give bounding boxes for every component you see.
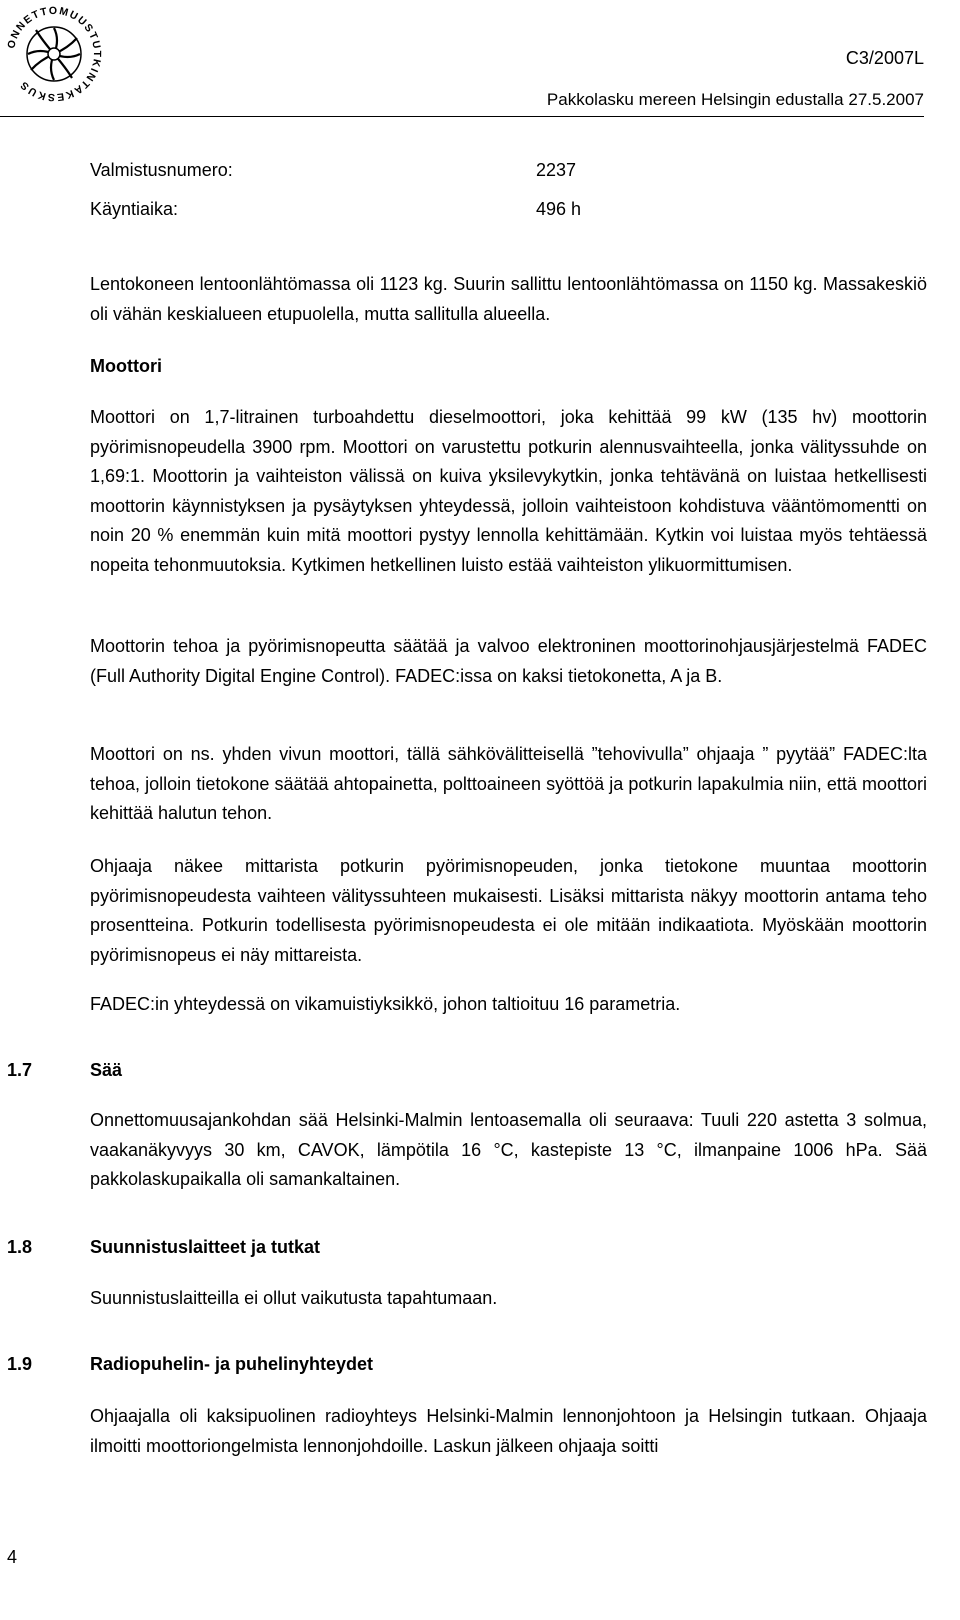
navigation-paragraph: Suunnistuslaitteilla ei ollut vaikutusta tapahtumaan. <box>90 1288 498 1308</box>
section-number: 1.9 <box>7 1354 33 1374</box>
page-number: 4 <box>7 1547 18 1567</box>
document-title: Pakkolasku mereen Helsingin edustalla 27.5.2007 <box>546 90 924 109</box>
document-code: C3/2007L <box>845 48 924 68</box>
engine-paragraph-4: Ohjaaja näkee mittarista potkurin pyörimisnopeuden, jonka tietokone muuntaa moottorin pyörimisnopeudesta vaihteen välityssuhteen mukaisesti. Lisäksi mittarista näkyy moottorin antama teho prosentteina. Potkurin todellisesta pyörimisnopeudesta ei ole mitään indikaatiota. Myöskään moottorin pyörimisnopeus ei näy mittareista. <box>90 856 927 965</box>
spec-value: 2237 <box>536 160 577 180</box>
section-number: 1.8 <box>7 1237 33 1257</box>
weather-paragraph: Onnettomuusajankohdan sää Helsinki-Malmin lentoasemalla oli seuraava: Tuuli 220 astetta 3 solmua, vaakanäkyvyys 30 km, CAVOK, lämpötila 16 °C, kastepiste 13 °C, ilmanpaine 1006 hPa. Sää pakkolaskupaikalla oli samankaltainen. <box>90 1110 927 1189</box>
section-number: 1.7 <box>7 1060 33 1080</box>
section-title-navigation: Suunnistuslaitteet ja tutkat <box>90 1237 321 1257</box>
engine-paragraph-1: Moottori on 1,7-litrainen turboahdettu dieselmoottori, joka kehittää 99 kW (135 hv) moottorin pyörimisnopeudella 3900 rpm. Moottori on varustettu potkurin alennusvaihteella, jonka välityssuhde on 1,69:1. Moottorin ja vaihteiston välissä on kuiva yksilevykytkin, jonka tehtävänä on luistaa hetkellisesti moottorin käynnistyksen ja pysäytyksen yhteydessä, jolloin vaihteistoon kohdistuva vääntömomentti on noin 20 % enemmän kuin mitä moottori pystyy lennolla kehittämään. Kytkin voi luistaa myös tehtäessä nopeita tehonmuutoksia. Kytkimen hetkellinen luisto estää vaihteiston ylikuormittumisen. <box>90 407 927 575</box>
mass-paragraph: Lentokoneen lentoonlähtömassa oli 1123 kg. Suurin sallittu lentoonlähtömassa on 1150 kg. Massakeskiö oli vähän keskialueen etupuolella, mutta sallitulla alueella. <box>90 274 927 324</box>
section-title-radio: Radiopuhelin- ja puhelinyhteydet <box>90 1354 374 1374</box>
engine-paragraph-5: FADEC:in yhteydessä on vikamuistiyksikkö, johon taltioituu 16 parametria. <box>90 994 681 1014</box>
header-divider <box>0 116 924 117</box>
spec-value: 496 h <box>536 199 582 219</box>
accident-investigation-board-logo <box>0 0 108 108</box>
engine-heading: Moottori <box>90 356 162 376</box>
engine-paragraph-3: Moottori on ns. yhden vivun moottori, tällä sähkövälitteisellä ”tehovivulla” ohjaaja ” pyytää” FADEC:lta tehoa, jolloin tietokone säätää ahtopainetta, polttoaineen syöttöä ja potkurin lapakulmia niin, että moottori kehittää halutun tehon. <box>90 744 927 823</box>
spec-label: Käyntiaika: <box>90 199 179 219</box>
radio-paragraph: Ohjaajalla oli kaksipuolinen radioyhteys Helsinki-Malmin lennonjohtoon ja Helsingin tutkaan. Ohjaaja ilmoitti moottoriongelmista lennonjohdoille. Laskun jälkeen ohjaaja soitti <box>90 1406 927 1456</box>
spec-label: Valmistusnumero: <box>90 160 233 180</box>
svg-text:ONNETTOMUUSTUTKINTAKESKUS: ONNETTOMUUSTUTKINTAKESKUS <box>5 4 104 104</box>
engine-paragraph-2: Moottorin tehoa ja pyörimisnopeutta säätää ja valvoo elektroninen moottorinohjausjärjestelmä FADEC (Full Authority Digital Engine Control). FADEC:issa on kaksi tietokonetta, A ja B. <box>90 636 927 686</box>
section-title-weather: Sää <box>90 1060 123 1080</box>
